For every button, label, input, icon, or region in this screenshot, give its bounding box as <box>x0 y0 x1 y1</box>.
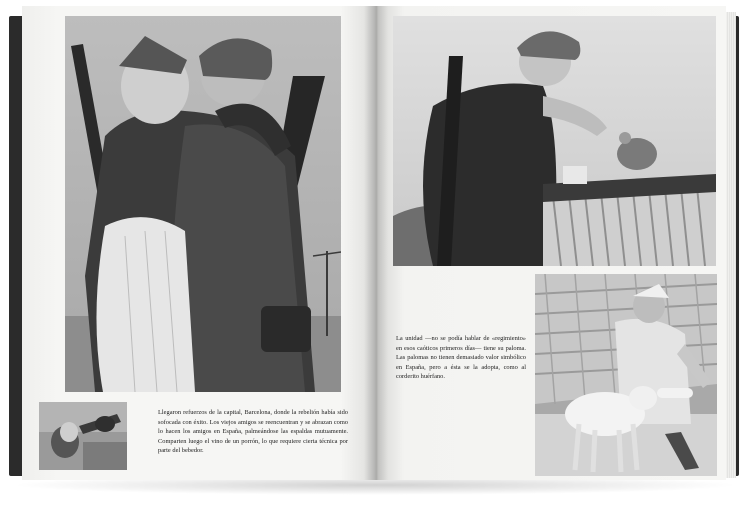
right-page-caption: La unidad —no se podía hablar de «regimiento» en esos caóticos primeros días— tiene su paloma. Las palomas no tienen demasiado valor simbólico en España, pero a ésta se la adopta, como al corderito huérfano. <box>396 335 526 381</box>
photo-soldiers-embrace <box>65 16 341 392</box>
left-page <box>22 6 376 480</box>
page-edges <box>726 12 736 478</box>
photo-thumbnail-porron <box>39 402 127 470</box>
photo-soldier-lamb <box>535 274 717 476</box>
left-page-caption: Llegaron refuerzos de la capital, Barcelona, donde la rebelión había sido sofocada con éxito. Los viejos amigos se reencuentran y se abrazan como lo hacen los amigos en España, palmeándose las espaldas mutuamente. Comparten luego el vino de un porrón, lo que requiere cierta técnica por parte del bebedor. <box>158 409 348 455</box>
photo-soldier-pigeon <box>393 16 716 266</box>
right-page <box>376 6 726 480</box>
book-spine-gutter <box>364 6 388 480</box>
